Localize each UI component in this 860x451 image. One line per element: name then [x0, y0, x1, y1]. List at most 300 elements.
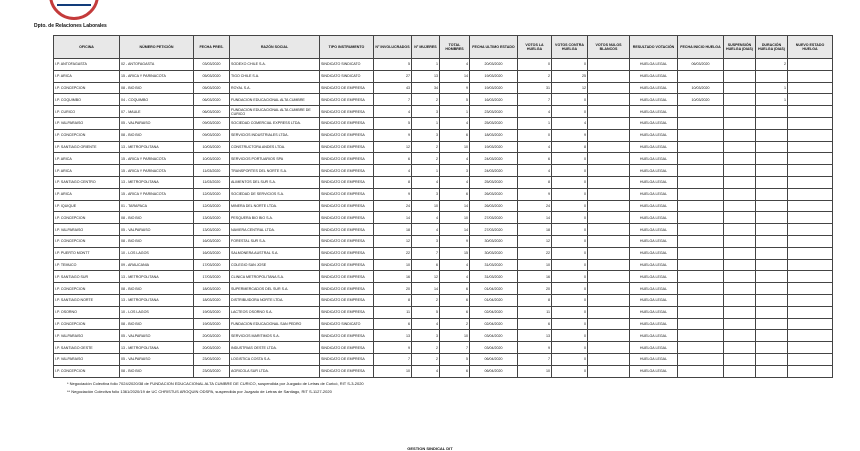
- table-cell: [788, 70, 833, 82]
- table-cell: [756, 141, 788, 153]
- table-cell: 0: [552, 224, 588, 236]
- table-cell: 06/03/2020: [194, 94, 230, 106]
- table-cell: [756, 283, 788, 295]
- table-cell: [788, 330, 833, 342]
- table-cell: SINDICATO DE EMPRESA: [320, 271, 374, 283]
- table-cell: [588, 283, 630, 295]
- table-cell: [788, 353, 833, 365]
- table-cell: [678, 353, 724, 365]
- table-cell: 11/03/2020: [194, 165, 230, 177]
- table-cell: [756, 224, 788, 236]
- table-cell: HUELGA LEGAL: [630, 200, 678, 212]
- table-cell: 3: [440, 165, 470, 177]
- table-cell: SINDICATO DE EMPRESA: [320, 224, 374, 236]
- table-row: [54, 141, 833, 153]
- table-cell: I.P. SANTIAGO OESTE: [54, 342, 120, 354]
- table-cell: 12: [552, 82, 588, 94]
- table-cell: 0: [552, 330, 588, 342]
- table-cell: HUELGA LEGAL: [630, 224, 678, 236]
- table-cell: 25/03/2020: [470, 117, 518, 129]
- table-cell: 05/03/2020: [194, 70, 230, 82]
- table-cell: 14: [440, 200, 470, 212]
- table-cell: 4: [518, 141, 552, 153]
- table-cell: [588, 117, 630, 129]
- table-cell: 12: [374, 235, 412, 247]
- table-cell: 6: [374, 318, 412, 330]
- table-cell: 3: [412, 235, 440, 247]
- table-cell: HUELGA LEGAL: [630, 235, 678, 247]
- table-cell: LACTEOS OSORNO S.A.: [230, 306, 320, 318]
- table-cell: [724, 165, 756, 177]
- table-cell: SINDICATO DE EMPRESA: [320, 106, 374, 118]
- table-row: [54, 212, 833, 224]
- table-cell: [724, 188, 756, 200]
- table-cell: [724, 365, 756, 377]
- table-cell: [678, 283, 724, 295]
- table-cell: [678, 342, 724, 354]
- table-cell: 14: [440, 224, 470, 236]
- table-cell: I.P. TEMUCO: [54, 259, 120, 271]
- table-cell: I.P. ARICA: [54, 153, 120, 165]
- table-cell: 23/03/2020: [470, 106, 518, 118]
- table-cell: 11: [518, 306, 552, 318]
- table-cell: 10/03/2020: [194, 153, 230, 165]
- table-cell: [724, 294, 756, 306]
- table-cell: 10: [412, 200, 440, 212]
- table-cell: 8: [518, 176, 552, 188]
- table-cell: 05 - VALPARAISO: [120, 224, 194, 236]
- table-cell: SOCIEDAD DE SERVICIOS S.A.: [230, 188, 320, 200]
- table-row: [54, 200, 833, 212]
- table-cell: SINDICATO DE EMPRESA: [320, 200, 374, 212]
- table-cell: 2: [412, 94, 440, 106]
- table-cell: FUNDACION EDUCACIONAL ALTA CUMBRE: [230, 94, 320, 106]
- table-cell: [756, 212, 788, 224]
- table-cell: COLEGIO SAN JOSE: [230, 259, 320, 271]
- table-cell: HUELGA LEGAL: [630, 318, 678, 330]
- table-cell: I.P. CONCEPCION: [54, 235, 120, 247]
- table-cell: 4: [440, 153, 470, 165]
- table-cell: [788, 153, 833, 165]
- table-cell: 6: [374, 153, 412, 165]
- table-cell: 4: [552, 117, 588, 129]
- table-cell: [788, 188, 833, 200]
- table-cell: 0: [552, 247, 588, 259]
- table-cell: [756, 247, 788, 259]
- table-cell: [756, 153, 788, 165]
- table-cell: 10: [374, 259, 412, 271]
- table-cell: HUELGA LEGAL: [630, 106, 678, 118]
- table-cell: [678, 294, 724, 306]
- table-cell: SINDICATO DE EMPRESA: [320, 294, 374, 306]
- table-cell: 04 - COQUIMBO: [120, 94, 194, 106]
- table-cell: [588, 365, 630, 377]
- table-cell: 10/03/2020: [678, 94, 724, 106]
- table-cell: 01 - TARAPACA: [120, 200, 194, 212]
- table-cell: [788, 306, 833, 318]
- table-cell: 23/03/2020: [194, 365, 230, 377]
- column-header: FECHA INICIO HUELGA: [678, 36, 724, 59]
- table-cell: 08 - BIO BIO: [120, 82, 194, 94]
- table-cell: 5: [440, 94, 470, 106]
- table-cell: [756, 235, 788, 247]
- table-cell: [756, 165, 788, 177]
- table-cell: [756, 306, 788, 318]
- table-cell: 9: [374, 129, 412, 141]
- table-cell: 13/03/2020: [194, 212, 230, 224]
- table-cell: 19/03/2020: [470, 141, 518, 153]
- table-cell: 5: [412, 306, 440, 318]
- table-cell: 24: [374, 200, 412, 212]
- table-cell: 26/03/2020: [470, 188, 518, 200]
- column-header: VOTOS NULOS BLANCOS: [588, 36, 630, 59]
- table-cell: SINDICATO DE EMPRESA: [320, 153, 374, 165]
- table-cell: HUELGA LEGAL: [630, 259, 678, 271]
- table-cell: 17/03/2020: [194, 271, 230, 283]
- table-cell: [588, 82, 630, 94]
- table-cell: 4: [440, 59, 470, 71]
- table-cell: 01/04/2020: [470, 294, 518, 306]
- table-cell: 4: [440, 117, 470, 129]
- table-cell: 16/03/2020: [194, 235, 230, 247]
- table-cell: 16/03/2020: [194, 247, 230, 259]
- table-cell: I.P. VALPARAISO: [54, 353, 120, 365]
- table-cell: HUELGA LEGAL: [630, 188, 678, 200]
- table-cell: 08 - BIO BIO: [120, 318, 194, 330]
- table-cell: [756, 318, 788, 330]
- table-cell: 7: [374, 94, 412, 106]
- table-cell: 13 - METROPOLITANA: [120, 176, 194, 188]
- table-cell: [724, 224, 756, 236]
- table-cell: 0: [552, 353, 588, 365]
- table-cell: [678, 224, 724, 236]
- table-cell: 8: [374, 176, 412, 188]
- table-row: [54, 82, 833, 94]
- table-cell: [756, 117, 788, 129]
- table-cell: 4: [440, 271, 470, 283]
- table-cell: [588, 59, 630, 71]
- table-row: [54, 259, 833, 271]
- table-cell: [678, 259, 724, 271]
- table-cell: 13/03/2020: [194, 224, 230, 236]
- table-cell: 2: [440, 318, 470, 330]
- table-cell: I.P. VALPARAISO: [54, 224, 120, 236]
- table-cell: SERVICIOS MARITIMOS S.A.: [230, 330, 320, 342]
- table-cell: 27/03/2020: [470, 224, 518, 236]
- table-cell: 13: [374, 330, 412, 342]
- table-cell: 20: [374, 283, 412, 295]
- table-cell: 12: [374, 141, 412, 153]
- table-cell: 27: [374, 70, 412, 82]
- table-cell: SERVICIOS INDUSTRIALES LTDA.: [230, 129, 320, 141]
- table-cell: HUELGA LEGAL: [630, 82, 678, 94]
- strike-table: [53, 35, 825, 378]
- table-cell: [678, 188, 724, 200]
- table-cell: 18/03/2020: [470, 129, 518, 141]
- table-cell: 2: [412, 294, 440, 306]
- table-cell: 4: [374, 165, 412, 177]
- table-cell: 13 - METROPOLITANA: [120, 342, 194, 354]
- table-cell: 19/03/2020: [194, 318, 230, 330]
- table-cell: 2: [412, 153, 440, 165]
- table-cell: SINDICATO DE EMPRESA: [320, 235, 374, 247]
- table-cell: 02/04/2020: [470, 306, 518, 318]
- table-cell: SINDICATO DE EMPRESA: [320, 94, 374, 106]
- table-cell: 3: [412, 330, 440, 342]
- table-cell: [724, 212, 756, 224]
- table-cell: I.P. CONCEPCION: [54, 212, 120, 224]
- table-cell: 9: [440, 82, 470, 94]
- table-cell: 9: [518, 188, 552, 200]
- table-row: [54, 353, 833, 365]
- table-cell: 0: [552, 306, 588, 318]
- table-cell: 13 - METROPOLITANA: [120, 271, 194, 283]
- table-cell: [788, 141, 833, 153]
- table-cell: 24/03/2020: [470, 165, 518, 177]
- table-cell: SINDICATO DE EMPRESA: [320, 306, 374, 318]
- table-cell: 10: [440, 330, 470, 342]
- table-cell: [724, 82, 756, 94]
- table-cell: 10/03/2020: [194, 141, 230, 153]
- column-header: N° INVOLUCRADOS: [374, 36, 412, 59]
- table-cell: 09/03/2020: [194, 117, 230, 129]
- table-cell: [756, 176, 788, 188]
- table-cell: 4: [412, 318, 440, 330]
- table-cell: 05/03/2020: [194, 82, 230, 94]
- table-cell: [788, 318, 833, 330]
- table-cell: 14: [518, 212, 552, 224]
- table-cell: [724, 271, 756, 283]
- table-cell: I.P. SANTIAGO SUR: [54, 271, 120, 283]
- table-cell: I.P. COQUIMBO: [54, 94, 120, 106]
- table-cell: HUELGA LEGAL: [630, 247, 678, 259]
- table-cell: HUELGA LEGAL: [630, 212, 678, 224]
- table-cell: HUELGA LEGAL: [630, 165, 678, 177]
- table-cell: HUELGA LEGAL: [630, 117, 678, 129]
- column-header: VOTOS LA HUELGA: [518, 36, 552, 59]
- table-cell: 08 - BIO BIO: [120, 283, 194, 295]
- table-cell: 13: [412, 70, 440, 82]
- table-cell: [788, 129, 833, 141]
- table-cell: [788, 165, 833, 177]
- table-row: [54, 342, 833, 354]
- table-cell: SINDICATO DE EMPRESA: [320, 176, 374, 188]
- table-cell: [788, 294, 833, 306]
- table-cell: 15 - ARICA Y PARINACOTA: [120, 70, 194, 82]
- table-cell: 1: [412, 117, 440, 129]
- table-cell: SINDICATO DE EMPRESA: [320, 283, 374, 295]
- table-cell: I.P. VALPARAISO: [54, 330, 120, 342]
- table-cell: 2: [518, 70, 552, 82]
- table-row: [54, 106, 833, 118]
- table-row: [54, 59, 833, 71]
- table-cell: [724, 70, 756, 82]
- column-header: RAZÓN SOCIAL: [230, 36, 320, 59]
- table-cell: [756, 271, 788, 283]
- column-header: NÚMERO PETICIÓN: [120, 36, 194, 59]
- table-cell: [678, 165, 724, 177]
- table-cell: TIGO CHILE S.A.: [230, 70, 320, 82]
- column-header: VOTOS CONTRA HUELGA: [552, 36, 588, 59]
- table-cell: SINDICATO DE EMPRESA: [320, 259, 374, 271]
- table-cell: 0: [518, 59, 552, 71]
- table-cell: 6: [518, 153, 552, 165]
- table-cell: ROYAL S.A.: [230, 82, 320, 94]
- table-cell: 4: [440, 259, 470, 271]
- page-footer: GESTION SINDICAL DIT: [407, 446, 453, 451]
- table-cell: FUNDACION EDUCACIONAL ALTA CUMBRE DE CURICO: [230, 106, 320, 118]
- table-cell: 4: [518, 165, 552, 177]
- table-cell: ALIMENTOS DEL SUR S.A.: [230, 176, 320, 188]
- table-cell: 03/04/2020: [470, 330, 518, 342]
- table-cell: I.P. ANTOFAGASTA: [54, 59, 120, 71]
- table-cell: 06/03/2020: [194, 106, 230, 118]
- table-cell: 15: [440, 247, 470, 259]
- table-cell: 31/03/2020: [470, 259, 518, 271]
- table-row: [54, 94, 833, 106]
- table-cell: 4: [412, 176, 440, 188]
- table-cell: [588, 318, 630, 330]
- table-cell: 2: [412, 353, 440, 365]
- table-cell: SINDICATO DE EMPRESA: [320, 330, 374, 342]
- table-cell: 7: [412, 247, 440, 259]
- table-cell: [756, 106, 788, 118]
- table-cell: [788, 271, 833, 283]
- table-cell: FUNDACION EDUCACIONAL SAN PEDRO: [230, 318, 320, 330]
- table-cell: I.P. SANTIAGO NORTE: [54, 294, 120, 306]
- table-cell: I.P. PUERTO MONTT: [54, 247, 120, 259]
- table-cell: 14: [412, 283, 440, 295]
- table-cell: [724, 330, 756, 342]
- table-cell: 17/03/2020: [194, 259, 230, 271]
- table-cell: 20/03/2020: [470, 59, 518, 71]
- table-cell: HUELGA LEGAL: [630, 330, 678, 342]
- table-cell: [588, 94, 630, 106]
- table-cell: 30/03/2020: [470, 235, 518, 247]
- column-header: RESULTADO VOTACIÓN: [630, 36, 678, 59]
- table-cell: 12/03/2020: [194, 200, 230, 212]
- table-cell: 08 - BIO BIO: [120, 212, 194, 224]
- table-cell: 3: [412, 129, 440, 141]
- table-cell: [588, 141, 630, 153]
- table-cell: 2: [756, 59, 788, 71]
- table-cell: 30/03/2020: [470, 247, 518, 259]
- table-cell: [678, 141, 724, 153]
- table-cell: 0: [552, 165, 588, 177]
- table-cell: 10 - LOS LAGOS: [120, 306, 194, 318]
- table-cell: [756, 200, 788, 212]
- table-cell: 01/04/2020: [470, 283, 518, 295]
- table-cell: 6: [412, 259, 440, 271]
- table-cell: SINDICATO DE EMPRESA: [320, 353, 374, 365]
- table-cell: 9: [518, 342, 552, 354]
- table-cell: 9: [440, 235, 470, 247]
- data-table: [53, 35, 833, 378]
- table-cell: 0: [552, 106, 588, 118]
- table-cell: [756, 342, 788, 354]
- table-row: [54, 330, 833, 342]
- table-cell: SINDICATO DE EMPRESA: [320, 212, 374, 224]
- table-header-row: [54, 36, 833, 59]
- table-cell: 12: [412, 271, 440, 283]
- table-cell: 08 - BIO BIO: [120, 365, 194, 377]
- table-cell: [788, 82, 833, 94]
- table-row: [54, 365, 833, 377]
- table-cell: 1: [440, 106, 470, 118]
- table-cell: 13 - METROPOLITANA: [120, 141, 194, 153]
- table-cell: 18: [518, 224, 552, 236]
- table-cell: 05 - VALPARAISO: [120, 353, 194, 365]
- table-cell: 4: [412, 365, 440, 377]
- table-cell: 1: [756, 94, 788, 106]
- table-cell: HUELGA LEGAL: [630, 271, 678, 283]
- footnotes: [67, 380, 364, 396]
- table-row: [54, 271, 833, 283]
- table-cell: [678, 106, 724, 118]
- table-cell: PESQUERA BIO BIO S.A.: [230, 212, 320, 224]
- table-cell: 0: [552, 365, 588, 377]
- table-cell: [678, 318, 724, 330]
- table-cell: I.P. OSORNO: [54, 306, 120, 318]
- table-cell: 05 - VALPARAISO: [120, 117, 194, 129]
- table-cell: 10: [440, 212, 470, 224]
- table-cell: 02/04/2020: [470, 318, 518, 330]
- table-cell: 6: [440, 365, 470, 377]
- table-cell: [588, 224, 630, 236]
- table-cell: 0: [552, 200, 588, 212]
- table-cell: [724, 247, 756, 259]
- table-cell: [724, 129, 756, 141]
- table-cell: [724, 235, 756, 247]
- table-cell: [756, 294, 788, 306]
- table-cell: SINDICATO DE EMPRESA: [320, 141, 374, 153]
- table-cell: 15 - ARICA Y PARINACOTA: [120, 165, 194, 177]
- table-cell: 15 - ARICA Y PARINACOTA: [120, 188, 194, 200]
- table-cell: 06/04/2020: [470, 353, 518, 365]
- table-cell: 19/03/2020: [470, 70, 518, 82]
- table-cell: [756, 365, 788, 377]
- table-cell: 1: [756, 82, 788, 94]
- table-cell: [724, 283, 756, 295]
- footnote-2: ** Negociación Colectiva folio 1361/2020/19 de UC CHRISTUS AROQUIN ODSPA, suspendida por Juzgado de Letras de Santiago, RIT S-1127-2020: [67, 389, 332, 394]
- table-row: [54, 306, 833, 318]
- table-row: [54, 318, 833, 330]
- table-cell: 0: [552, 212, 588, 224]
- table-cell: [788, 94, 833, 106]
- table-cell: [588, 70, 630, 82]
- column-header: FECHA PRES.: [194, 36, 230, 59]
- table-cell: 0: [552, 235, 588, 247]
- table-cell: [756, 330, 788, 342]
- table-cell: [724, 117, 756, 129]
- table-cell: [788, 212, 833, 224]
- table-row: [54, 176, 833, 188]
- table-cell: 4: [518, 106, 552, 118]
- table-cell: [724, 94, 756, 106]
- table-cell: [678, 200, 724, 212]
- table-cell: [588, 129, 630, 141]
- table-row: [54, 247, 833, 259]
- table-cell: HUELGA LEGAL: [630, 70, 678, 82]
- table-cell: 6: [440, 294, 470, 306]
- table-cell: [788, 365, 833, 377]
- table-cell: [788, 176, 833, 188]
- table-cell: [788, 200, 833, 212]
- table-cell: [724, 200, 756, 212]
- table-cell: SINDICATO DE EMPRESA: [320, 82, 374, 94]
- column-header: OFICINA: [54, 36, 120, 59]
- table-cell: [724, 342, 756, 354]
